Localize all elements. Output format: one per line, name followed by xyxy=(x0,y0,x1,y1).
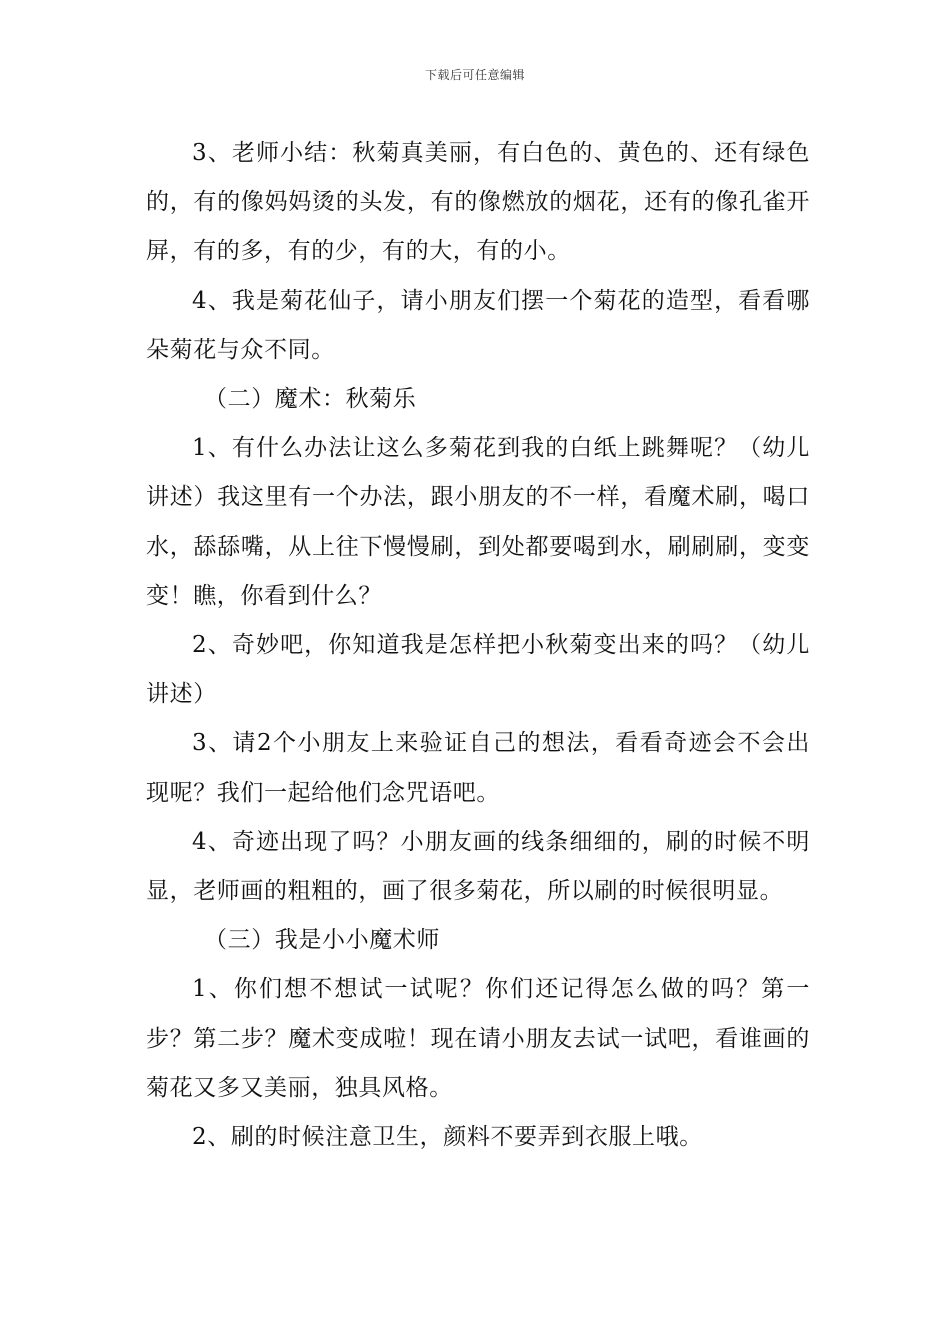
paragraph-flower-fairy: 4、我是菊花仙子，请小朋友们摆一个菊花的造型，看看哪朵菊花与众不同。 xyxy=(146,287,810,363)
paragraph-wonderful: 2、奇妙吧，你知道我是怎样把小秋菊变出来的吗？（幼儿讲述） xyxy=(146,632,810,708)
page-header-note: 下载后可任意编辑 xyxy=(424,68,525,82)
paragraph-teacher-summary: 3、老师小结：秋菊真美丽，有白色的、黄色的、还有绿色的，有的像妈妈烫的头发，有的像燃放的烟花，还有的像孔雀开屏，有的多，有的少，有的大，有的小。 xyxy=(146,140,810,265)
document-body xyxy=(146,129,810,1162)
section-heading-little-magician: （三）我是小小魔术师 xyxy=(204,927,440,954)
section-heading-magic: （二）魔术：秋菊乐 xyxy=(204,386,417,413)
paragraph-try-it: 1、你们想不想试一试呢？你们还记得怎么做的吗？第一步？第二步？魔术变成啦！现在请小朋友去试一试吧，看谁画的菊花又多又美丽，独具风格。 xyxy=(146,976,810,1101)
paragraph-magic-brush: 1、有什么办法让这么多菊花到我的白纸上跳舞呢？（幼儿讲述）我这里有一个办法，跟小朋友的不一样，看魔术刷，喝口水，舔舔嘴，从上往下慢慢刷，到处都要喝到水，刷刷刷，变变变！瞧，你看到什么？ xyxy=(146,435,810,609)
paragraph-hygiene: 2、刷的时候注意卫生，颜料不要弄到衣服上哦。 xyxy=(192,1124,703,1151)
paragraph-miracle: 4、奇迹出现了吗？小朋友画的线条细细的，刷的时候不明显，老师画的粗粗的，画了很多菊花，所以刷的时候很明显。 xyxy=(146,828,810,905)
paragraph-verify-idea: 3、请2个小朋友上来验证自己的想法，看看奇迹会不会出现呢？我们一起给他们念咒语吧。 xyxy=(146,730,810,806)
